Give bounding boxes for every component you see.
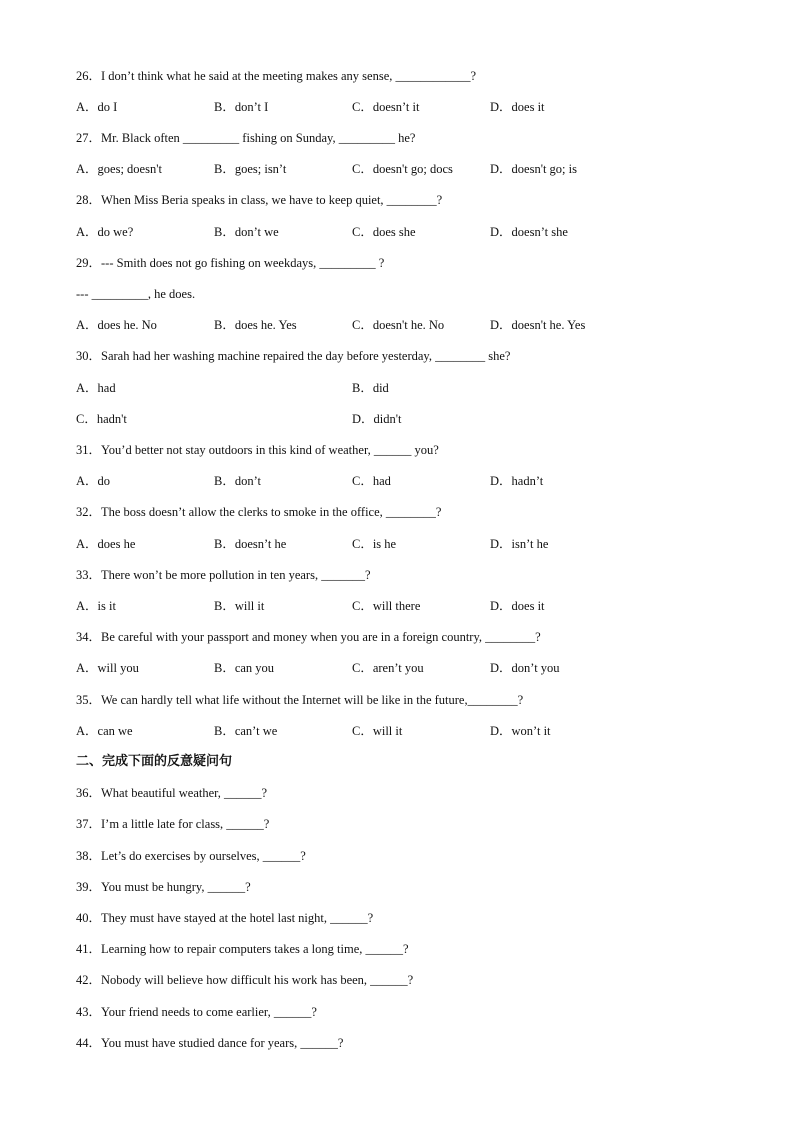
option-b: B．goes; isn’t [214, 162, 287, 176]
option-d: D．isn’t he [490, 537, 549, 551]
option-b: B．did [352, 381, 389, 395]
option-c: C．doesn’t it [352, 100, 420, 114]
option-a: A．had [76, 381, 116, 395]
option-c: C．had [352, 474, 391, 488]
option-c: C．will there [352, 599, 421, 613]
fill-question: 38．Let’s do exercises by ourselves, ______? [76, 849, 306, 863]
option-b: B．doesn’t he [214, 537, 287, 551]
fill-question: 40．They must have stayed at the hotel last night, ______? [76, 911, 374, 925]
option-d: D．doesn’t she [490, 225, 568, 239]
fill-question: 37．I’m a little late for class, ______? [76, 817, 270, 831]
question-stem: 33．There won’t be more pollution in ten years, _______? [76, 568, 371, 582]
option-d: D．hadn’t [490, 474, 544, 488]
option-d: D．does it [490, 100, 545, 114]
option-c: C．hadn't [76, 412, 127, 426]
option-b: B．will it [214, 599, 265, 613]
option-a: A．will you [76, 661, 139, 675]
fill-question: 43．Your friend needs to come earlier, ______? [76, 1005, 317, 1019]
question-stem: 26．I don’t think what he said at the meeting makes any sense, ____________? [76, 69, 477, 83]
option-a: A．does he [76, 537, 136, 551]
question-stem: 34．Be careful with your passport and money when you are in a foreign country, ________? [76, 630, 541, 644]
question-stem-reply: --- _________, he does. [76, 287, 196, 301]
option-a: A．is it [76, 599, 116, 613]
option-c: C．doesn't go; docs [352, 162, 453, 176]
option-d: D．don’t you [490, 661, 560, 675]
option-a: A．do I [76, 100, 118, 114]
option-b: B．don’t I [214, 100, 269, 114]
section-heading: 二、完成下面的反意疑问句 [76, 754, 233, 769]
option-c: C．is he [352, 537, 397, 551]
option-d: D．won’t it [490, 724, 551, 738]
option-d: D．doesn't go; is [490, 162, 577, 176]
fill-question: 36．What beautiful weather, ______? [76, 786, 268, 800]
option-c: C．doesn't he. No [352, 318, 445, 332]
question-stem: 30．Sarah had her washing machine repaired the day before yesterday, ________ she? [76, 349, 511, 363]
option-b: B．don’t we [214, 225, 279, 239]
option-a: A．do we? [76, 225, 134, 239]
option-c: C．does she [352, 225, 416, 239]
option-d: D．does it [490, 599, 545, 613]
fill-question: 42．Nobody will believe how difficult his work has been, ______? [76, 973, 414, 987]
option-a: A．goes; doesn't [76, 162, 162, 176]
option-c: C．aren’t you [352, 661, 424, 675]
fill-question: 41．Learning how to repair computers takes a long time, ______? [76, 942, 409, 956]
question-stem: 31．You’d better not stay outdoors in this kind of weather, ______ you? [76, 443, 439, 457]
option-a: A．do [76, 474, 111, 488]
option-a: A．does he. No [76, 318, 157, 332]
question-stem: 27．Mr. Black often _________ fishing on Sunday, _________ he? [76, 131, 416, 145]
question-stem: 28．When Miss Beria speaks in class, we have to keep quiet, ________? [76, 193, 443, 207]
option-b: B．can you [214, 661, 275, 675]
fill-question: 39．You must be hungry, ______? [76, 880, 251, 894]
option-d: D．doesn't he. Yes [490, 318, 586, 332]
option-a: A．can we [76, 724, 133, 738]
option-d: D．didn't [352, 412, 402, 426]
question-stem: 32．The boss doesn’t allow the clerks to smoke in the office, ________? [76, 505, 442, 519]
option-b: B．can’t we [214, 724, 278, 738]
option-c: C．will it [352, 724, 403, 738]
option-b: B．does he. Yes [214, 318, 297, 332]
question-stem: 29．--- Smith does not go fishing on weekdays, _________ ? [76, 256, 385, 270]
question-stem: 35．We can hardly tell what life without the Internet will be like in the future,________? [76, 693, 524, 707]
option-b: B．don’t [214, 474, 261, 488]
fill-question: 44．You must have studied dance for years, ______? [76, 1036, 344, 1050]
